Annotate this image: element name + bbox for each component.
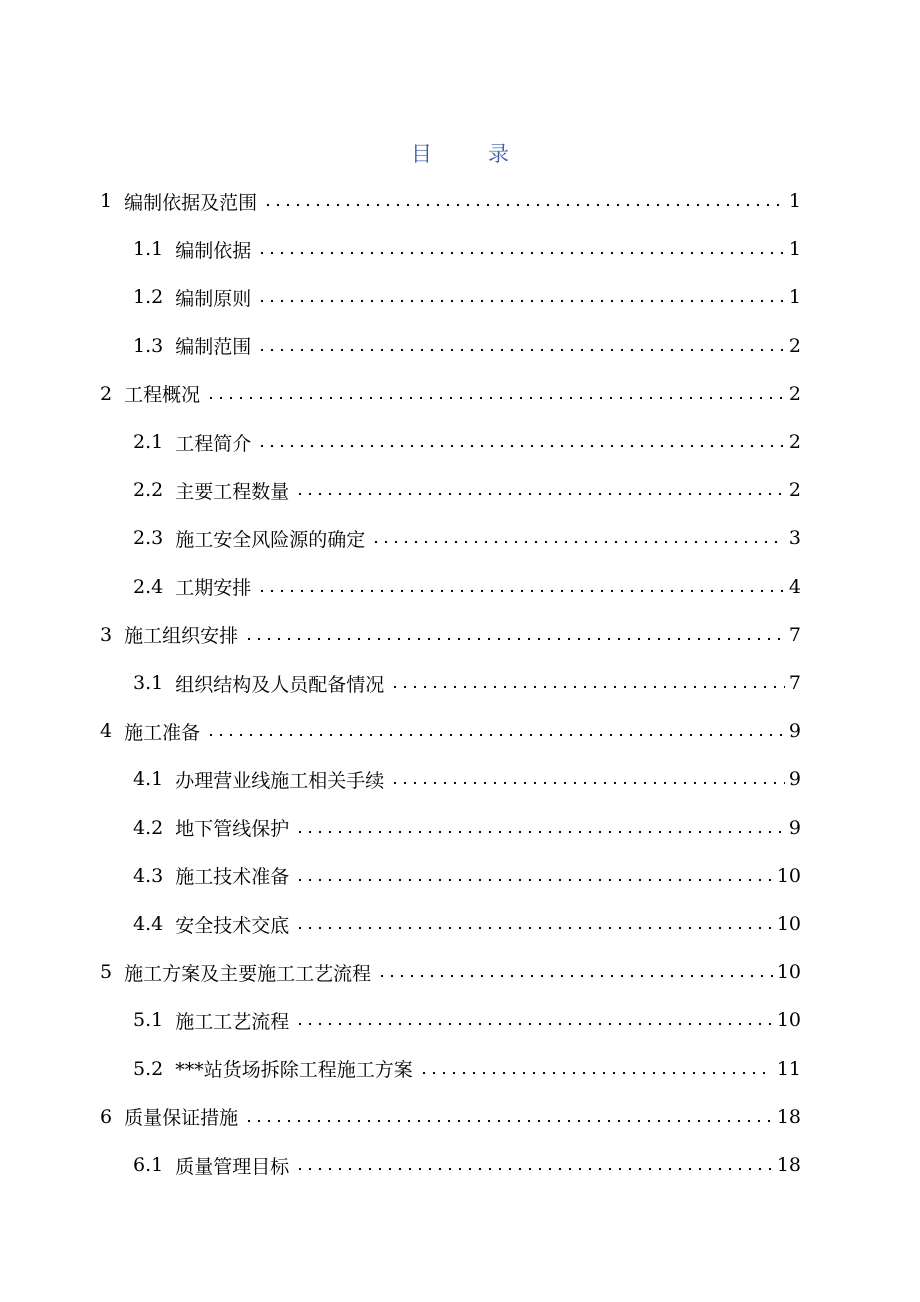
toc-entry-number: 4.3 (133, 864, 164, 887)
toc-entry[interactable] (133, 466, 801, 514)
toc-dot-leader (244, 625, 785, 645)
toc-entry-title: 工期安排 (175, 577, 252, 600)
toc-entry-page-number: 9 (788, 768, 801, 791)
toc-entry-number: 5 (100, 961, 113, 984)
toc-dot-leader (390, 769, 785, 789)
toc-entry-number: 1.2 (133, 286, 164, 309)
toc-entry-number: 6.1 (133, 1154, 164, 1176)
toc-entry[interactable] (133, 755, 801, 803)
toc-entry-number: 5.1 (133, 1009, 164, 1032)
toc-entry[interactable] (100, 370, 801, 418)
toc-dot-leader (295, 1010, 773, 1030)
toc-entry-number: 1.3 (133, 334, 164, 357)
toc-entry[interactable] (133, 322, 801, 370)
toc-entry-page-number: 7 (788, 672, 801, 694)
toc-entry-title: 组织结构及人员配备情况 (175, 673, 385, 696)
toc-entry-title: 施工安全风险源的确定 (175, 528, 366, 551)
toc-entry-title: 安全技术交底 (175, 914, 290, 937)
toc-entry-number: 4.1 (133, 768, 164, 791)
toc-entry-page-number: 7 (788, 623, 801, 646)
toc-entry[interactable] (133, 514, 801, 562)
toc-dot-leader (257, 577, 785, 597)
toc-entry-title: 编制依据 (175, 239, 252, 262)
toc-entry-number: 2.3 (133, 527, 164, 550)
toc-entry-page-number: 1 (788, 286, 801, 309)
toc-entry-page-number: 9 (788, 816, 801, 839)
toc-entry-page-number: 11 (776, 1057, 801, 1080)
toc-dot-leader (257, 336, 785, 356)
toc-entry-page-number: 2 (788, 382, 801, 405)
toc-entry[interactable] (133, 225, 801, 273)
toc-entry-title: 施工方案及主要施工工艺流程 (124, 962, 372, 985)
toc-entry-page-number: 10 (776, 864, 801, 887)
toc-entry-title: 质量保证措施 (124, 1107, 239, 1130)
toc-entry[interactable] (100, 707, 801, 755)
toc-dot-leader (206, 721, 785, 741)
toc-entry-title: 施工技术准备 (175, 866, 290, 889)
toc-entry[interactable] (133, 273, 801, 321)
toc-entry-number: 1 (100, 190, 113, 212)
toc-entry-number: 3.1 (133, 672, 164, 694)
toc-entry-title: 施工准备 (124, 721, 201, 744)
toc-dot-leader (206, 384, 785, 404)
toc-entry-number: 3 (100, 623, 113, 646)
toc-entry-page-number: 10 (776, 913, 801, 935)
toc-entry[interactable] (133, 659, 801, 707)
toc-dot-leader (377, 962, 773, 982)
toc-entry-page-number: 2 (788, 431, 801, 453)
toc-entry-number: 2.1 (133, 431, 164, 453)
toc-entry-page-number: 18 (776, 1154, 801, 1176)
toc-entry-title: 施工组织安排 (124, 625, 239, 648)
toc-entry[interactable] (100, 611, 801, 659)
toc-entry-number: 6 (100, 1105, 113, 1128)
toc-entry[interactable] (133, 996, 801, 1044)
toc-dot-leader (295, 818, 785, 838)
toc-dot-leader (295, 1155, 773, 1175)
toc-entry-number: 2 (100, 382, 113, 405)
toc-entry-title: 工程概况 (124, 384, 201, 407)
toc-dot-leader (257, 287, 785, 307)
toc-dot-leader (257, 239, 785, 259)
toc-entry[interactable] (100, 177, 801, 225)
toc-entry[interactable] (133, 1141, 801, 1189)
toc-entry-page-number: 4 (788, 575, 801, 598)
toc-entry[interactable] (100, 948, 801, 996)
toc-entry-number: 4.4 (133, 913, 164, 935)
toc-entry-page-number: 3 (788, 527, 801, 550)
toc-entry-number: 1.1 (133, 238, 164, 261)
toc-dot-leader (295, 914, 773, 934)
toc-entry-title: 编制原则 (175, 287, 252, 310)
toc-dot-leader (390, 673, 785, 693)
toc-title-char-1: 目 (411, 142, 432, 166)
toc-entry-number: 4.2 (133, 816, 164, 839)
toc-dot-leader (244, 1107, 773, 1127)
toc-entry[interactable] (100, 1093, 801, 1141)
toc-entry-title: 办理营业线施工相关手续 (175, 769, 385, 792)
toc-entry-page-number: 2 (788, 479, 801, 502)
toc-entry-title: 编制范围 (175, 336, 252, 359)
toc-entry-title: 工程简介 (175, 432, 252, 455)
toc-dot-leader (419, 1059, 773, 1079)
toc-dot-leader (371, 528, 785, 548)
toc-entry-page-number: 18 (776, 1105, 801, 1128)
toc-entry[interactable] (133, 852, 801, 900)
toc-entry-title: 主要工程数量 (175, 480, 290, 503)
toc-entry-title: 地下管线保护 (175, 818, 290, 841)
toc-entry-page-number: 2 (788, 334, 801, 357)
toc-entry[interactable] (133, 418, 801, 466)
toc-entry-page-number: 9 (788, 720, 801, 743)
toc-entry-title: 质量管理目标 (175, 1155, 290, 1178)
toc-entry[interactable] (133, 900, 801, 948)
toc-entry[interactable] (133, 1045, 801, 1093)
toc-entry[interactable] (133, 563, 801, 611)
toc-entry-number: 4 (100, 720, 113, 743)
toc-entry-title: ***站货场拆除工程施工方案 (175, 1059, 413, 1082)
toc-entry-title: 施工工艺流程 (175, 1010, 290, 1033)
toc-dot-leader (295, 866, 773, 886)
toc-dot-leader (295, 480, 785, 500)
toc-dot-leader (257, 432, 785, 452)
toc-entry-title: 编制依据及范围 (124, 191, 258, 214)
toc-entry-page-number: 1 (788, 190, 801, 212)
toc-entry-page-number: 10 (776, 961, 801, 984)
toc-entry-number: 2.2 (133, 479, 164, 502)
toc-title-char-2: 录 (488, 142, 509, 166)
toc-title (0, 138, 920, 168)
toc-dot-leader (263, 191, 785, 211)
toc-entry-page-number: 1 (788, 238, 801, 261)
toc-entry-page-number: 10 (776, 1009, 801, 1032)
toc-entry-number: 2.4 (133, 575, 164, 598)
toc-entry-number: 5.2 (133, 1057, 164, 1080)
toc-entry[interactable] (133, 804, 801, 852)
